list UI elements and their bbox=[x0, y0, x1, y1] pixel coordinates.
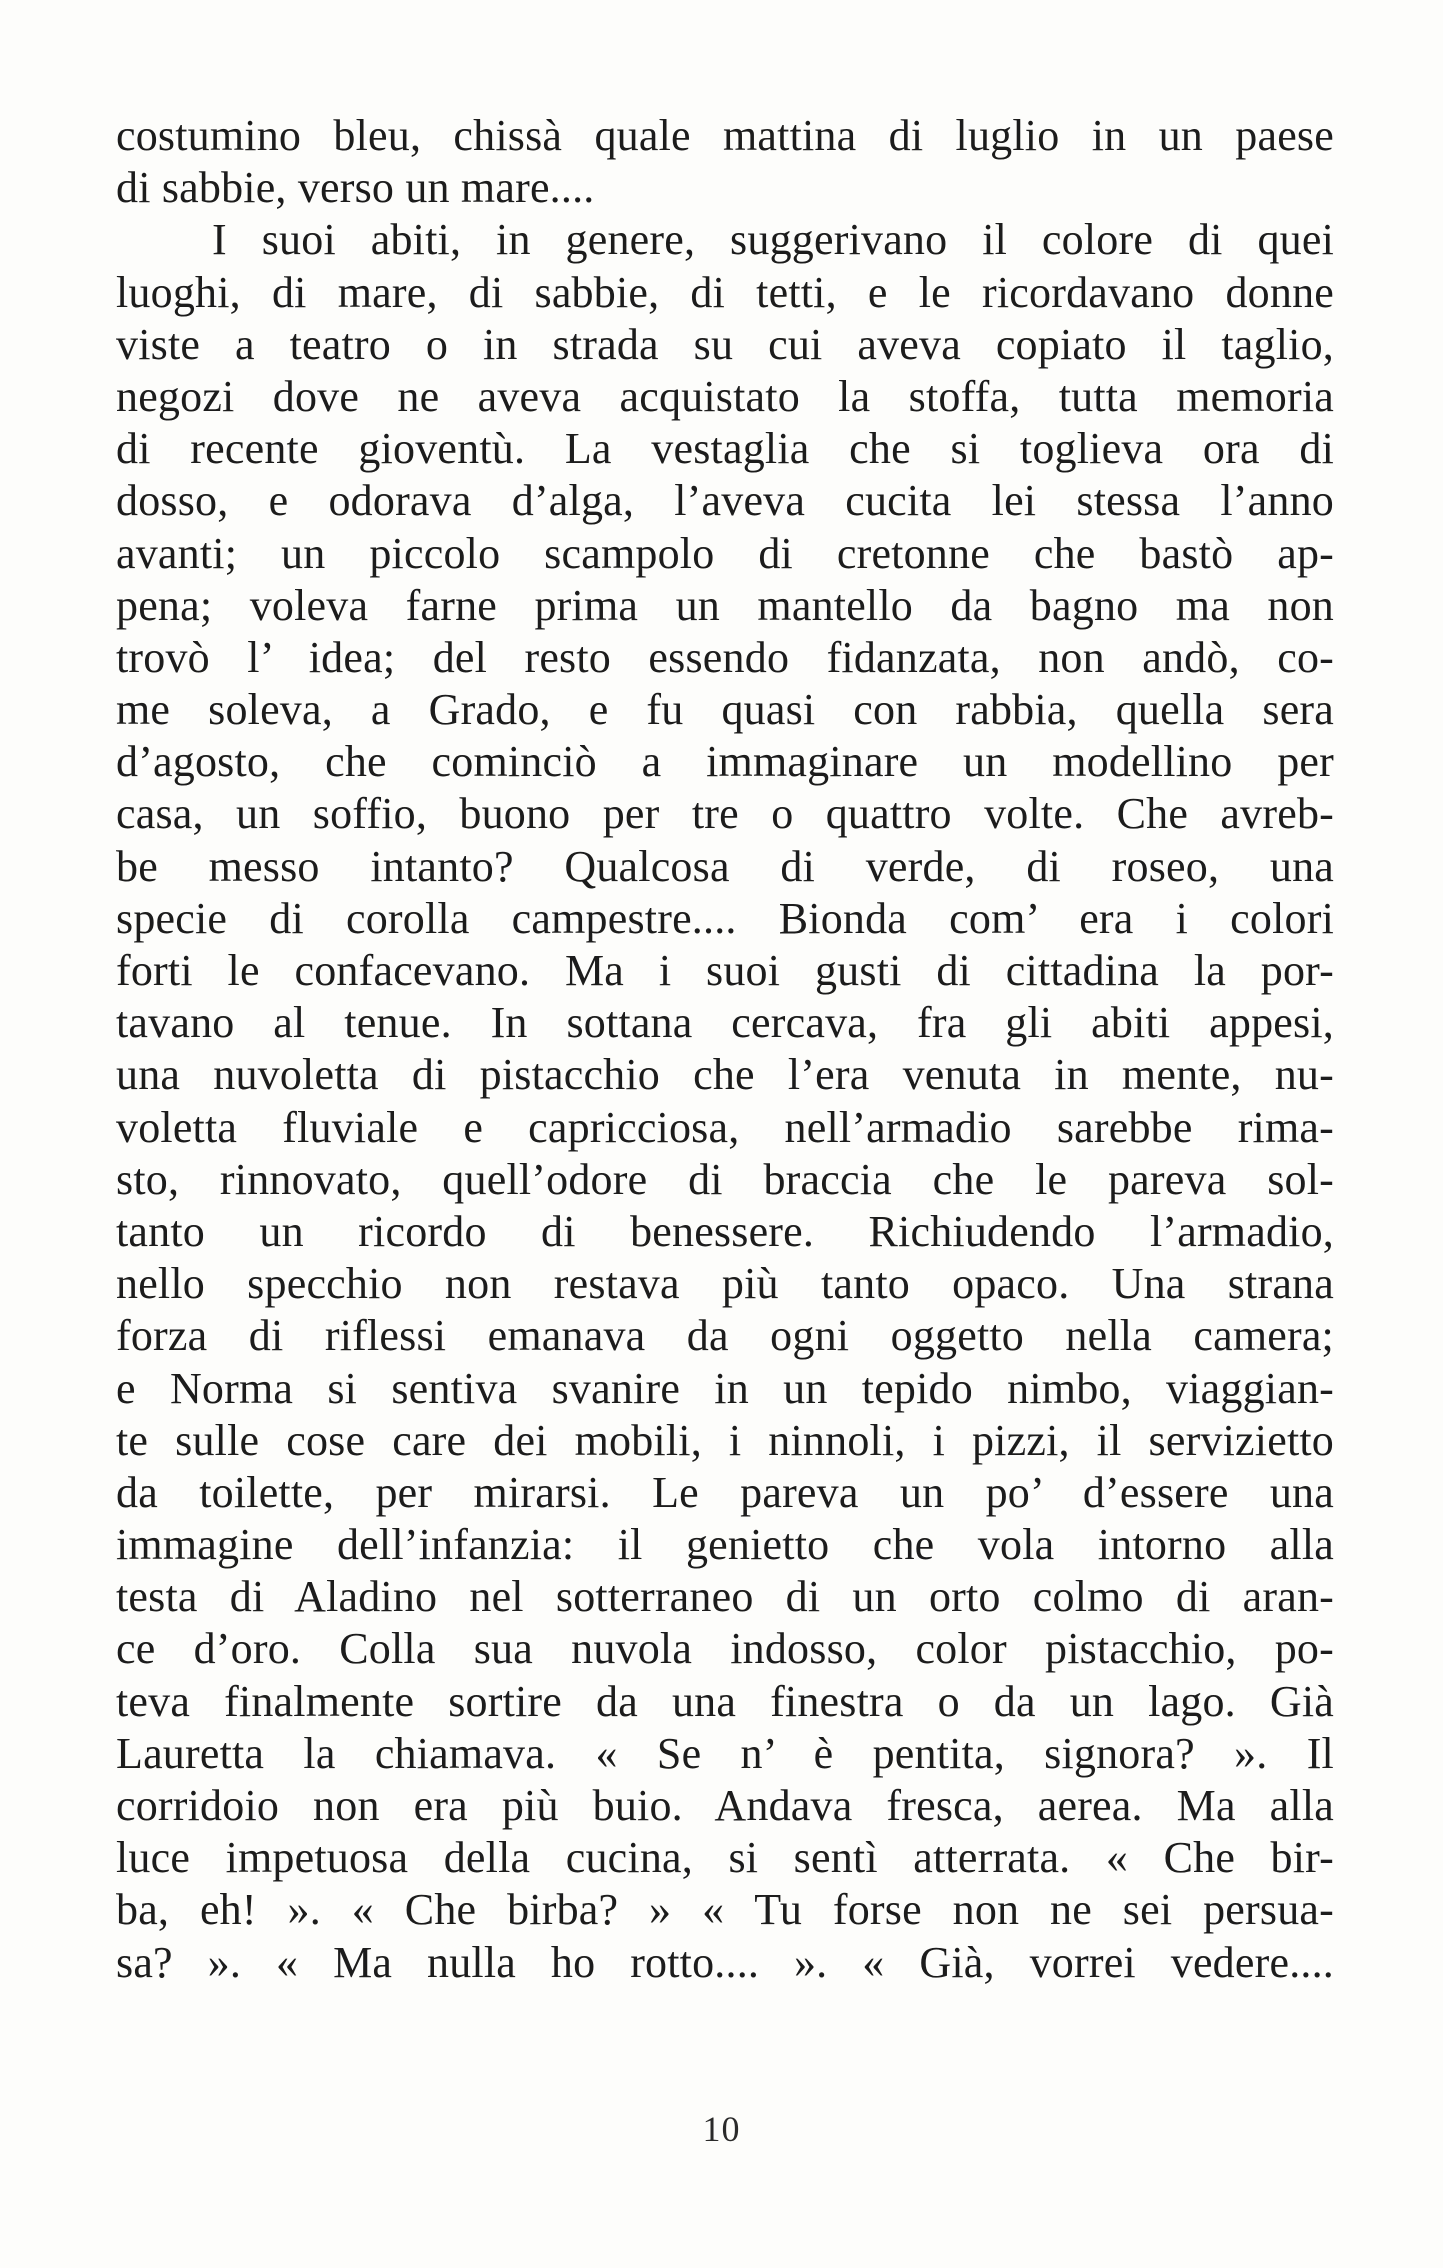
text-line: tavano al tenue. In sottana cercava, fra gli abiti appesi, bbox=[116, 998, 1334, 1048]
text-line: casa, un soffio, buono per tre o quattro volte. Che avreb- bbox=[116, 789, 1334, 839]
text-line: ba, eh! ». « Che birba? » « Tu forse non ne sei persua- bbox=[116, 1885, 1334, 1935]
text-line: immagine dell’infanzia: il genietto che vola intorno alla bbox=[116, 1520, 1334, 1570]
text-line: ce d’oro. Colla sua nuvola indosso, color pistacchio, po- bbox=[116, 1624, 1334, 1674]
text-line: luce impetuosa della cucina, si sentì atterrata. « Che bir- bbox=[116, 1833, 1334, 1883]
text-line: e Norma si sentiva svanire in un tepido nimbo, viaggian- bbox=[116, 1363, 1334, 1413]
text-line: di sabbie, verso un mare.... bbox=[116, 163, 595, 213]
text-line: di recente gioventù. La vestaglia che si toglieva ora di bbox=[116, 424, 1334, 474]
text-line: negozi dove ne aveva acquistato la stoffa, tutta memoria bbox=[116, 371, 1334, 421]
text-line: Lauretta la chiamava. « Se n’ è pentita, signora? ». Il bbox=[116, 1728, 1334, 1778]
text-line: corridoio non era più buio. Andava fresca, aerea. Ma alla bbox=[116, 1781, 1334, 1830]
text-line: testa di Aladino nel sotterraneo di un orto colmo di aran- bbox=[116, 1572, 1334, 1622]
text-line: avanti; un piccolo scampolo di cretonne che bastò ap- bbox=[116, 528, 1334, 578]
text-line: sto, rinnovato, quell’odore di braccia che le pareva sol- bbox=[116, 1154, 1334, 1204]
text-line: te sulle cose care dei mobili, i ninnoli, i pizzi, il servizietto bbox=[116, 1415, 1334, 1465]
text-line: me soleva, a Grado, e fu quasi con rabbia, quella sera bbox=[116, 685, 1334, 735]
text-line: I suoi abiti, in genere, suggerivano il colore di quei bbox=[212, 215, 1334, 265]
page-number: 10 bbox=[702, 2109, 741, 2149]
text-line: una nuvoletta di pistacchio che l’era venuta in mente, nu- bbox=[116, 1050, 1334, 1100]
text-line: trovò l’ idea; del resto essendo fidanzata, non andò, co- bbox=[116, 632, 1334, 682]
text-line: d’agosto, che cominciò a immaginare un modellino per bbox=[116, 737, 1334, 787]
text-line: tanto un ricordo di benessere. Richiudendo l’armadio, bbox=[116, 1206, 1334, 1256]
text-line: costumino bleu, chissà quale mattina di luglio in un paese bbox=[116, 111, 1334, 160]
text-line: voletta fluviale e capricciosa, nell’armadio sarebbe rima- bbox=[116, 1102, 1334, 1152]
text-line: dosso, e odorava d’alga, l’aveva cucita lei stessa l’anno bbox=[116, 476, 1334, 526]
body-text bbox=[116, 110, 1334, 1989]
text-line: teva finalmente sortire da una finestra o da un lago. Già bbox=[116, 1676, 1334, 1726]
text-line: sa? ». « Ma nulla ho rotto.... ». « Già, vorrei vedere.... bbox=[116, 1937, 1334, 1987]
text-line: forza di riflessi emanava da ogni oggetto nella camera; bbox=[116, 1311, 1334, 1361]
text-line: forti le confacevano. Ma i suoi gusti di cittadina la por- bbox=[116, 946, 1334, 995]
text-line: viste a teatro o in strada su cui aveva copiato il taglio, bbox=[116, 319, 1334, 369]
text-line: da toilette, per mirarsi. Le pareva un po’ d’essere una bbox=[116, 1467, 1334, 1517]
text-line: nello specchio non restava più tanto opaco. Una strana bbox=[116, 1259, 1334, 1309]
text-line: luoghi, di mare, di sabbie, di tetti, e le ricordavano donne bbox=[116, 267, 1334, 317]
text-line: pena; voleva farne prima un mantello da bagno ma non bbox=[116, 580, 1334, 630]
text-line: be messo intanto? Qualcosa di verde, di roseo, una bbox=[116, 841, 1334, 891]
text-line: specie di corolla campestre.... Bionda com’ era i colori bbox=[116, 893, 1334, 943]
